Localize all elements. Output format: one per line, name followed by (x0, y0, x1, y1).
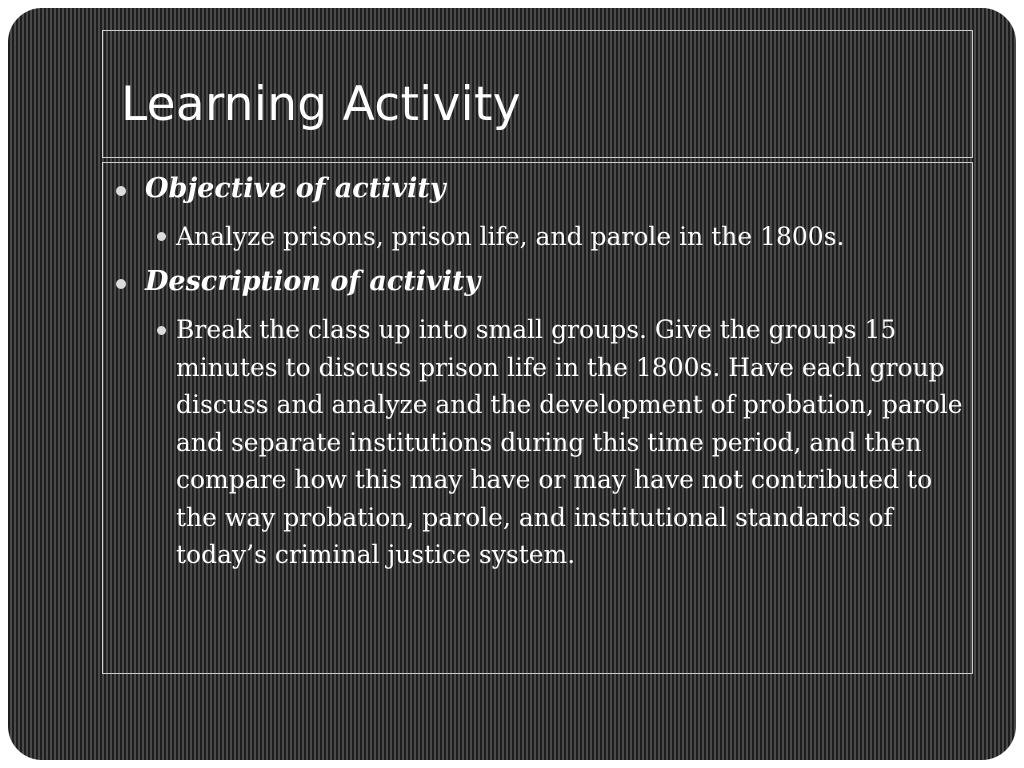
slide-title: Learning Activity (121, 77, 521, 132)
content-placeholder (102, 162, 973, 674)
bullet-dot-icon (116, 279, 126, 289)
objective-text: Analyze prisons, prison life, and parole in the 1800s. (176, 222, 845, 251)
sub-bullet-dot-icon (157, 326, 166, 335)
objective-heading: Objective of activity (145, 173, 446, 204)
sub-bullet-dot-icon (157, 232, 166, 241)
description-heading: Description of activity (145, 266, 481, 297)
description-text: Break the class up into small groups. Give the groups 15 minutes to discuss prison life in the 1800s. Have each group discuss and analyze and the development of probation, parole and separate institutions during this time period, and then compare how this may have or may have not contributed to the way probation, parole, and institutional standards of today’s criminal justice system. (176, 315, 963, 569)
slide (8, 8, 1016, 760)
bullet-dot-icon (116, 186, 126, 196)
title-placeholder (102, 30, 973, 158)
